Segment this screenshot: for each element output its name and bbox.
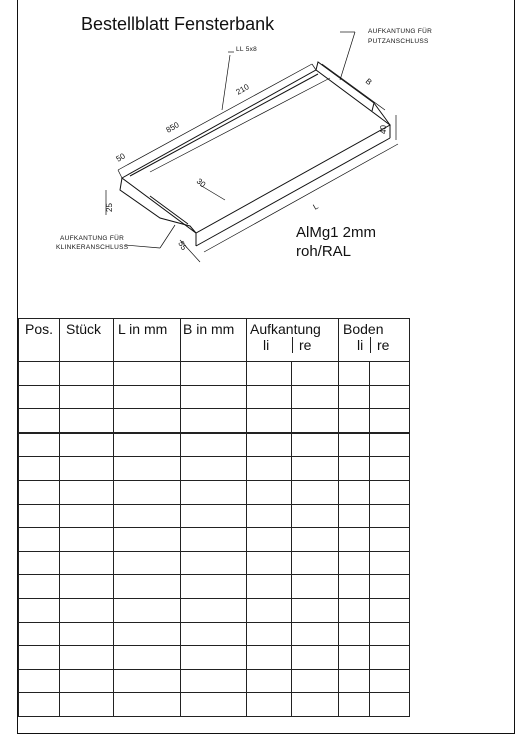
table-cell[interactable] [370,646,410,670]
header-l: L in mm [114,319,181,362]
note-klinker-1: AUFKANTUNG FÜR [60,235,125,242]
table-cell[interactable] [114,693,181,717]
table-cell[interactable] [19,409,60,433]
table-cell[interactable] [339,693,370,717]
table-cell[interactable] [292,693,339,717]
table-cell[interactable] [60,528,114,552]
table-cell[interactable] [292,504,339,528]
ll-note: LL 5x8 [236,46,258,53]
table-cell[interactable] [339,598,370,622]
table-cell[interactable] [181,646,247,670]
table-cell[interactable] [181,409,247,433]
header-b: B in mm [181,319,247,362]
table-cell[interactable] [181,362,247,386]
table-cell[interactable] [247,480,292,504]
table-row [19,480,410,504]
header-boden-re: re [377,337,390,353]
table-cell[interactable] [181,693,247,717]
table-cell[interactable] [114,551,181,575]
table-cell[interactable] [292,575,339,599]
table-cell[interactable] [339,457,370,481]
table-header-row [19,319,410,362]
dim-850: 850 [164,120,181,135]
table-cell[interactable] [247,409,292,433]
table-cell[interactable] [247,622,292,646]
table-cell[interactable] [339,575,370,599]
header-auf-li: li [247,337,293,353]
table-cell[interactable] [247,385,292,409]
table-cell[interactable] [60,457,114,481]
table-row [19,669,410,693]
table-cell[interactable] [60,622,114,646]
table-cell[interactable] [60,362,114,386]
table-cell[interactable] [181,433,247,457]
header-aufkantung: Aufkantung li re [247,319,339,362]
table-row [19,528,410,552]
table-cell[interactable] [114,457,181,481]
table-cell[interactable] [181,551,247,575]
table-cell[interactable] [114,362,181,386]
table-cell[interactable] [247,646,292,670]
table-cell[interactable] [60,409,114,433]
table-row [19,362,410,386]
dim-50: 50 [114,151,127,164]
table-row [19,575,410,599]
table-cell[interactable] [247,551,292,575]
table-cell[interactable] [19,693,60,717]
table-cell[interactable] [114,433,181,457]
table-cell[interactable] [247,669,292,693]
table-row [19,457,410,481]
table-cell[interactable] [339,669,370,693]
table-cell[interactable] [114,598,181,622]
table-cell[interactable] [370,575,410,599]
table-cell[interactable] [19,551,60,575]
dim-25: 25 [105,203,114,212]
table-cell[interactable] [114,528,181,552]
table-cell[interactable] [114,409,181,433]
table-cell[interactable] [19,528,60,552]
table-cell[interactable] [60,575,114,599]
header-boden-li: li [339,337,371,353]
table-cell[interactable] [181,669,247,693]
dim-b: B [363,76,374,87]
table-cell[interactable] [247,693,292,717]
table-cell[interactable] [181,504,247,528]
table-row [19,504,410,528]
table-cell[interactable] [247,528,292,552]
table-row [19,551,410,575]
table-cell[interactable] [370,551,410,575]
material-line-1: AlMg1 2mm [296,224,377,241]
dim-30: 30 [194,176,208,190]
table-row [19,385,410,409]
table-cell[interactable] [19,575,60,599]
table-cell[interactable] [181,622,247,646]
table-cell[interactable] [114,480,181,504]
table-cell[interactable] [19,457,60,481]
dim-55: 55 [176,239,189,252]
dim-l: L [311,201,320,212]
material-line-2: roh/RAL [296,243,352,260]
table-cell[interactable] [339,551,370,575]
table-cell[interactable] [339,622,370,646]
table-cell[interactable] [114,646,181,670]
table-cell[interactable] [370,693,410,717]
table-cell[interactable] [339,433,370,457]
table-cell[interactable] [370,409,410,433]
table-cell[interactable] [339,528,370,552]
table-cell[interactable] [247,504,292,528]
table-cell[interactable] [370,385,410,409]
table-cell[interactable] [247,457,292,481]
table-cell[interactable] [19,598,60,622]
table-cell[interactable] [370,622,410,646]
table-cell[interactable] [339,480,370,504]
table-cell[interactable] [181,480,247,504]
table-cell[interactable] [370,669,410,693]
table-cell[interactable] [114,575,181,599]
table-cell[interactable] [114,385,181,409]
table-cell[interactable] [181,575,247,599]
dim-210: 210 [234,82,251,97]
table-row [19,646,410,670]
header-auf-re: re [299,337,312,353]
table-cell[interactable] [292,457,339,481]
note-putz-1: AUFKANTUNG FÜR [368,28,433,35]
table-cell[interactable] [292,669,339,693]
table-cell[interactable] [60,669,114,693]
note-putz-2: PUTZANSCHLUSS [368,38,429,45]
table-cell[interactable] [339,362,370,386]
table-cell[interactable] [60,385,114,409]
table-row [19,433,410,457]
table-cell[interactable] [181,385,247,409]
table-cell[interactable] [181,457,247,481]
table-cell[interactable] [292,480,339,504]
table-cell[interactable] [370,528,410,552]
table-cell[interactable] [247,433,292,457]
table-cell[interactable] [339,504,370,528]
note-klinker-2: KLINKERANSCHLUSS [56,244,129,251]
header-boden: Boden li re [339,319,410,362]
dim-40: 40 [379,125,388,134]
table-cell[interactable] [292,385,339,409]
table-cell[interactable] [181,528,247,552]
table-cell[interactable] [339,409,370,433]
table-cell[interactable] [292,433,339,457]
table-cell[interactable] [370,362,410,386]
table-cell[interactable] [370,433,410,457]
table-cell[interactable] [114,669,181,693]
table-cell[interactable] [19,362,60,386]
table-cell[interactable] [60,433,114,457]
table-cell[interactable] [60,504,114,528]
order-table [18,318,410,717]
table-cell[interactable] [19,622,60,646]
table-cell[interactable] [19,646,60,670]
table-cell[interactable] [339,385,370,409]
table-cell[interactable] [19,504,60,528]
table-row [19,622,410,646]
table-cell[interactable] [60,646,114,670]
table-cell[interactable] [181,598,247,622]
window-sill-drawing [0,0,520,300]
table-cell[interactable] [247,598,292,622]
table-cell[interactable] [292,362,339,386]
table-cell[interactable] [370,598,410,622]
table-cell[interactable] [292,646,339,670]
table-cell[interactable] [60,693,114,717]
table-cell[interactable] [292,528,339,552]
table-cell[interactable] [292,551,339,575]
table-row [19,598,410,622]
table-cell[interactable] [370,457,410,481]
table-cell[interactable] [19,480,60,504]
table-body [19,362,410,717]
table-cell[interactable] [292,622,339,646]
table-cell[interactable] [19,385,60,409]
table-cell[interactable] [19,669,60,693]
material-spec [296,223,376,261]
header-stueck: Stück [60,319,114,362]
table-cell[interactable] [247,362,292,386]
table-cell[interactable] [19,433,60,457]
table-cell[interactable] [60,480,114,504]
table-cell[interactable] [292,409,339,433]
table-cell[interactable] [370,504,410,528]
table-cell[interactable] [114,504,181,528]
table-cell[interactable] [292,598,339,622]
table-cell[interactable] [339,646,370,670]
table-cell[interactable] [370,480,410,504]
page-title: Bestellblatt Fensterbank [81,14,275,34]
table-cell[interactable] [247,575,292,599]
table-cell[interactable] [114,622,181,646]
header-pos: Pos. [19,319,60,362]
table-cell[interactable] [60,598,114,622]
table-row [19,409,410,433]
table-cell[interactable] [60,551,114,575]
table-row [19,693,410,717]
